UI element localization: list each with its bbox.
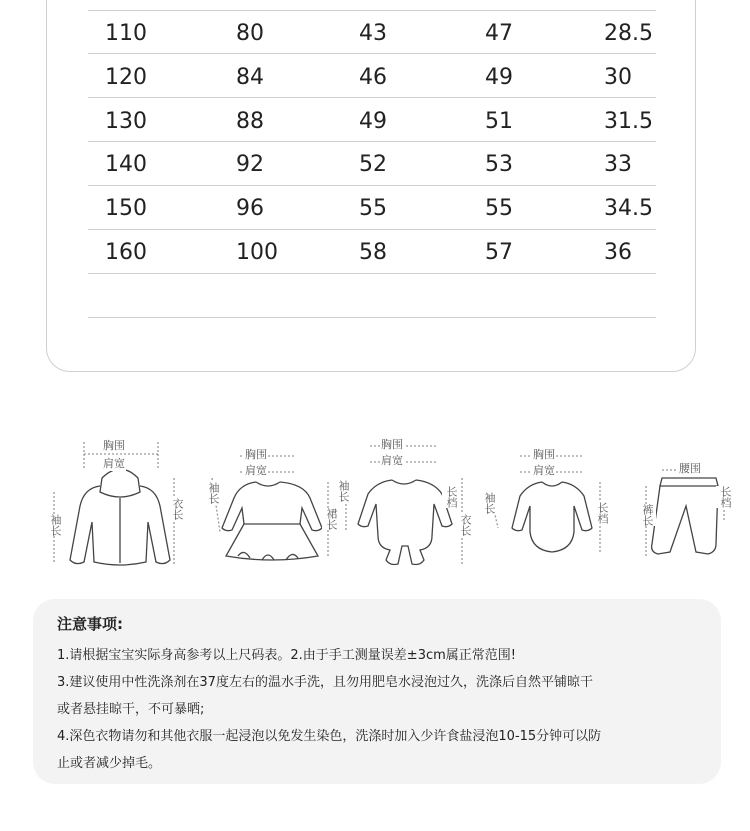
table-cell: 31.5 bbox=[604, 109, 653, 134]
table-cell: 110 bbox=[105, 21, 147, 46]
table-cell: 49 bbox=[485, 65, 513, 90]
table-row bbox=[88, 56, 656, 100]
table-cell: 130 bbox=[105, 109, 147, 134]
table-cell: 47 bbox=[485, 21, 513, 46]
shoulder-label: 肩宽 bbox=[245, 464, 267, 477]
shoulder-label: 肩宽 bbox=[103, 457, 125, 470]
table-divider bbox=[88, 317, 656, 318]
table-divider bbox=[88, 10, 656, 11]
care-notes bbox=[33, 599, 721, 784]
table-divider bbox=[88, 273, 656, 274]
table-cell: 58 bbox=[359, 240, 387, 265]
table-cell: 96 bbox=[236, 196, 264, 221]
table-divider bbox=[88, 141, 656, 142]
table-cell: 30 bbox=[604, 65, 632, 90]
note-line: 4.深色衣物请勿和其他衣服一起浸泡以免发生染色，洗涤时加入少许食盐浸泡10-15分钟可以防 bbox=[57, 729, 602, 744]
note-line: 3.建议使用中性洗涤剂在37度左右的温水手洗，且勿用肥皂水浸泡过久，洗涤后自然平铺晾干 bbox=[57, 675, 593, 690]
skirt-length-label: 裙长 bbox=[322, 508, 340, 530]
table-cell: 55 bbox=[359, 196, 387, 221]
table-cell: 43 bbox=[359, 21, 387, 46]
coat-diagram bbox=[40, 432, 184, 582]
table-row bbox=[88, 100, 656, 144]
chest-label: 胸围 bbox=[103, 439, 125, 452]
pants-icon bbox=[620, 432, 730, 582]
pants-length-label: 裤长 bbox=[638, 504, 656, 526]
crotch-length-label: 长档 bbox=[593, 502, 611, 524]
table-row bbox=[88, 143, 656, 187]
crotch-length-label: 长档 bbox=[716, 486, 734, 508]
sleeve-length-label: 袖长 bbox=[334, 480, 352, 502]
sleeve-length-label: 袖长 bbox=[46, 514, 64, 536]
shoulder-label: 肩宽 bbox=[533, 464, 555, 477]
waist-label: 腰围 bbox=[679, 462, 701, 475]
table-cell: 140 bbox=[105, 152, 147, 177]
note-line: 或者悬挂晾干，不可暴晒; bbox=[57, 702, 205, 717]
table-cell: 55 bbox=[485, 196, 513, 221]
sleeve-length-label: 袖长 bbox=[204, 482, 222, 504]
romper-diagram bbox=[328, 432, 472, 582]
chest-label: 胸围 bbox=[533, 448, 555, 461]
table-cell: 51 bbox=[485, 109, 513, 134]
body-length-label: 衣长 bbox=[168, 498, 186, 520]
table-cell: 84 bbox=[236, 65, 264, 90]
table-cell: 53 bbox=[485, 152, 513, 177]
pants-diagram bbox=[620, 432, 730, 582]
note-line: 1.请根据宝宝实际身高参考以上尺码表。2.由于手工测量误差±3cm属正常范围! bbox=[57, 648, 516, 663]
table-divider bbox=[88, 229, 656, 230]
table-cell: 49 bbox=[359, 109, 387, 134]
table-cell: 46 bbox=[359, 65, 387, 90]
dress-diagram bbox=[200, 432, 338, 582]
table-divider bbox=[88, 53, 656, 54]
table-cell: 33 bbox=[604, 152, 632, 177]
table-cell: 57 bbox=[485, 240, 513, 265]
table-cell: 52 bbox=[359, 152, 387, 177]
crotch-length-label: 长档 bbox=[442, 486, 460, 508]
table-cell: 88 bbox=[236, 109, 264, 134]
note-line: 止或者减少掉毛。 bbox=[57, 756, 162, 771]
table-divider bbox=[88, 97, 656, 98]
table-cell: 150 bbox=[105, 196, 147, 221]
table-cell: 92 bbox=[236, 152, 264, 177]
table-row bbox=[88, 231, 656, 275]
table-cell: 34.5 bbox=[604, 196, 653, 221]
body-length-label: 衣长 bbox=[456, 514, 474, 536]
table-cell: 80 bbox=[236, 21, 264, 46]
chest-label: 胸围 bbox=[381, 438, 403, 451]
shoulder-label: 肩宽 bbox=[381, 454, 403, 467]
table-cell: 100 bbox=[236, 240, 278, 265]
notes-title: 注意事项: bbox=[57, 615, 123, 633]
table-row bbox=[88, 187, 656, 231]
dress-icon bbox=[200, 432, 340, 582]
sleeve-length-label: 袖长 bbox=[480, 492, 498, 514]
measurement-diagrams bbox=[40, 432, 730, 582]
table-cell: 120 bbox=[105, 65, 147, 90]
table-cell: 36 bbox=[604, 240, 632, 265]
table-cell: 160 bbox=[105, 240, 147, 265]
bodysuit-diagram bbox=[476, 432, 609, 582]
table-cell: 28.5 bbox=[604, 21, 653, 46]
table-divider bbox=[88, 185, 656, 186]
chest-label: 胸围 bbox=[245, 448, 267, 461]
table-row bbox=[88, 12, 656, 56]
